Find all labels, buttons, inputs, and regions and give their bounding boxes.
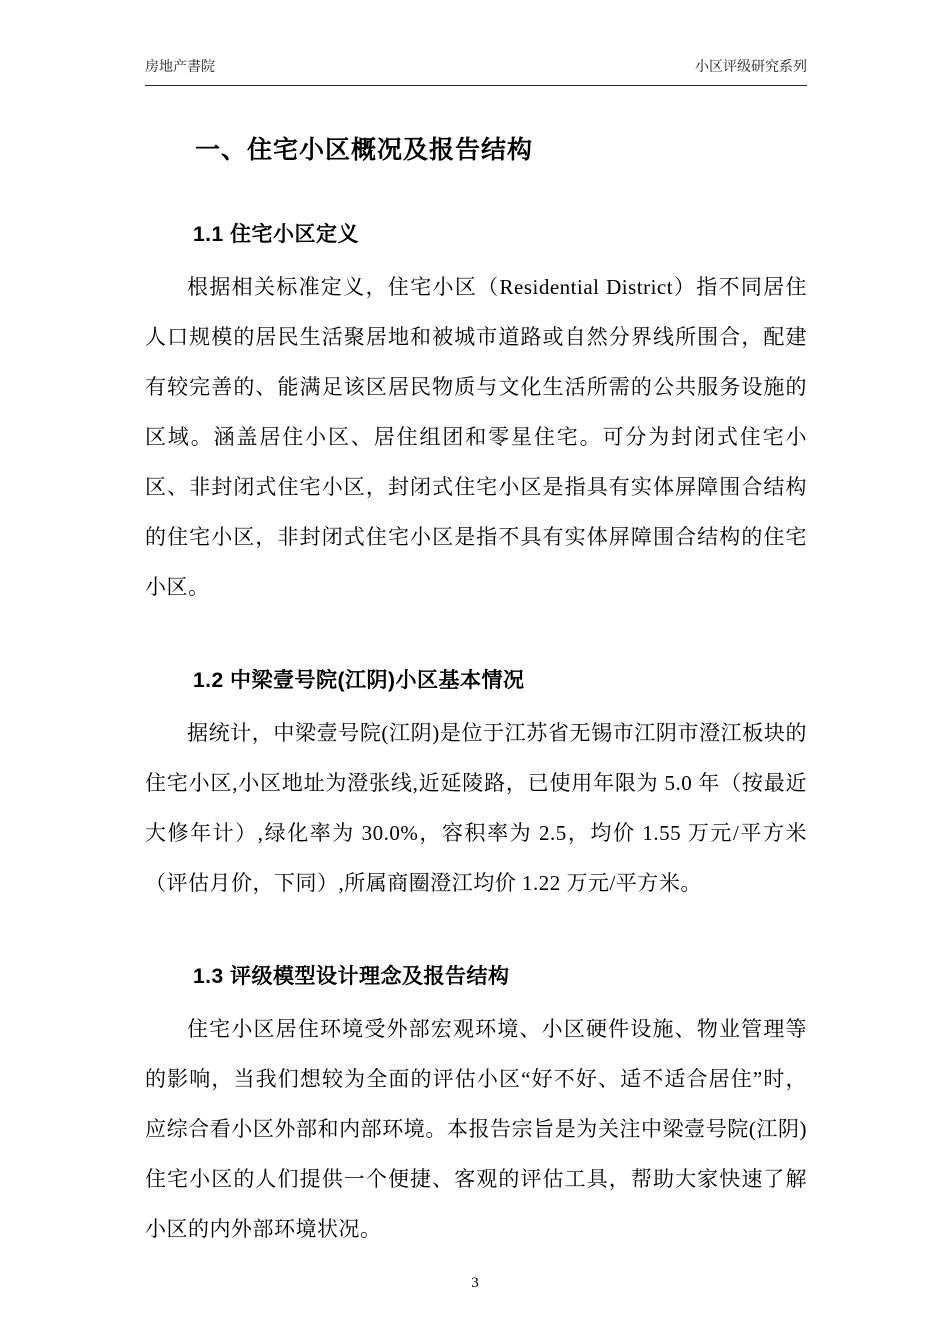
paragraph-basic-info: 据统计，中梁壹号院(江阴)是位于江苏省无锡市江阴市澄江板块的住宅小区,小区地址为澄张线,近延陵路，已使用年限为 5.0 年（按最近大修年计）,绿化率为 30.0%，容积率为 2.5，均价 1.55 万元/平方米（评估月价，下同）,所属商圈澄江均价 1.22 万元/平方米。 [145,721,807,895]
document-body [145,130,807,1254]
chapter-title: 一、住宅小区概况及报告结构 [195,136,534,164]
header-right-text: 小区评级研究系列 [695,58,807,74]
section-basic-info [145,664,807,908]
page-number: 3 [471,1275,479,1291]
page-header [145,56,807,86]
section-heading-1-1: 1.1 住宅小区定义 [193,223,360,246]
section-heading-1-2: 1.2 中梁壹号院(江阴)小区基本情况 [193,669,525,692]
section-model-design [145,960,807,1254]
section-heading-1-3: 1.3 评级模型设计理念及报告结构 [193,965,510,988]
paragraph-definition: 根据相关标准定义，住宅小区（Residential District）指不同居住人口规模的居民生活聚居地和被城市道路或自然分界线所围合，配建有较完善的、能满足该区居民物质与文化生活所需的公共服务设施的区域。涵盖居住小区、居住组团和零星住宅。可分为封闭式住宅小区、非封闭式住宅小区，封闭式住宅小区是指具有实体屏障围合结构的住宅小区，非封闭式住宅小区是指不具有实体屏障围合结构的住宅小区。 [145,275,807,599]
paragraph-model-design: 住宅小区居住环境受外部宏观环境、小区硬件设施、物业管理等的影响，当我们想较为全面的评估小区“好不好、适不适合居住”时，应综合看小区外部和内部环境。本报告宗旨是为关注中梁壹号院(江阴)住宅小区的人们提供一个便捷、客观的评估工具，帮助大家快速了解小区的内外部环境状况。 [145,1017,807,1241]
page-footer [0,1275,950,1292]
section-definition [145,218,807,612]
header-left-text: 房地产書院 [145,58,215,74]
